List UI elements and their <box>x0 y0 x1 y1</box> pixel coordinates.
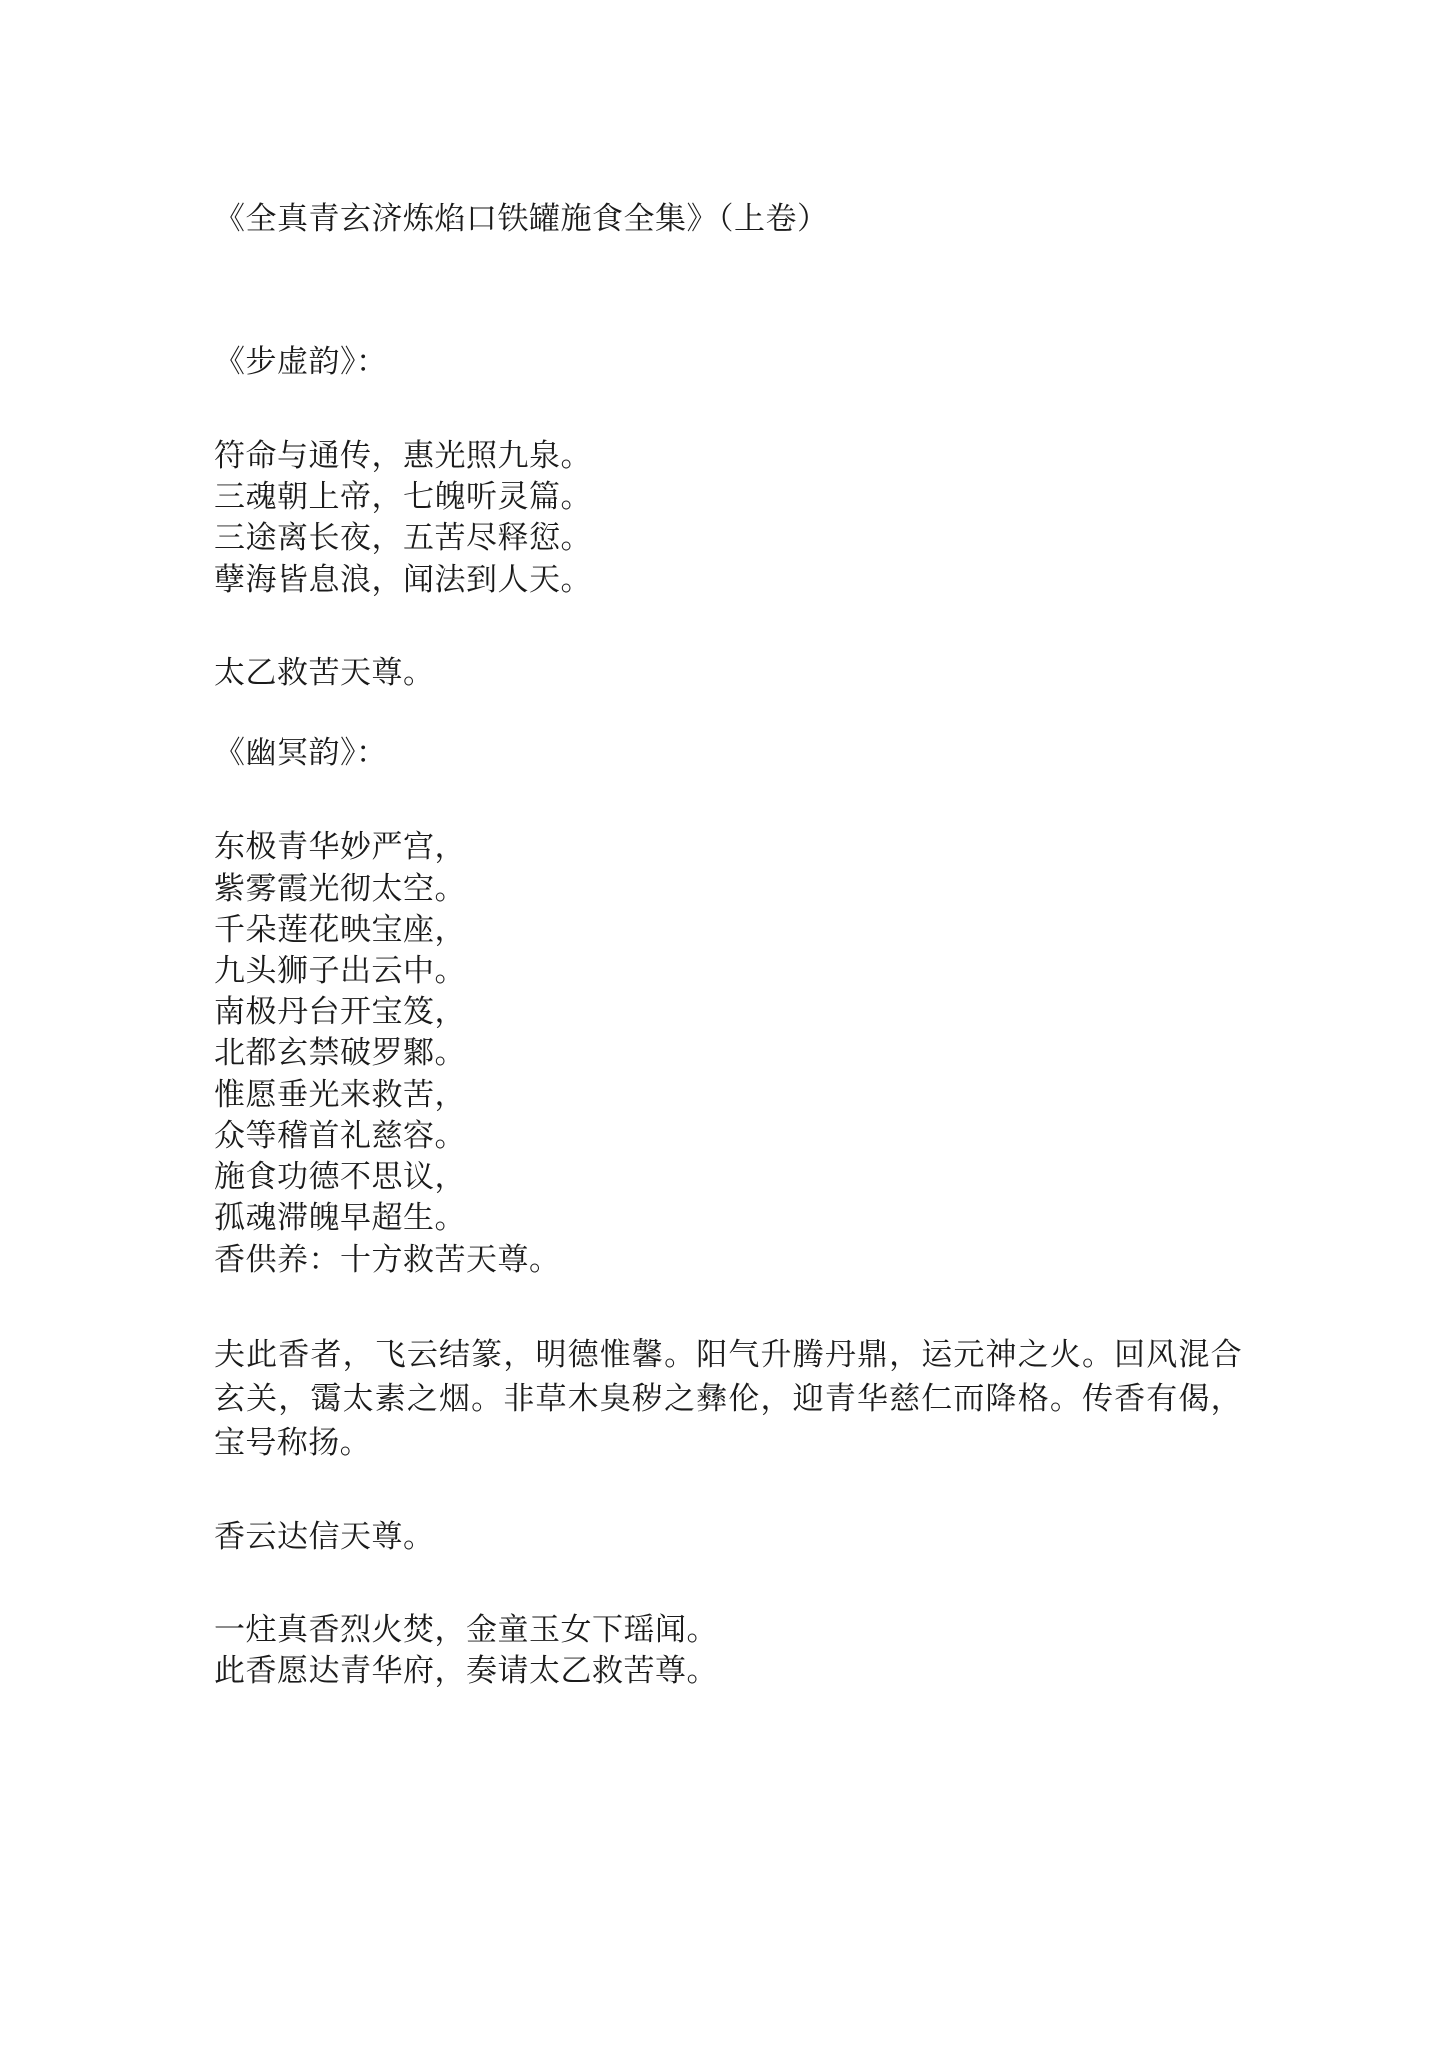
couplet-incense <box>214 1610 1267 1692</box>
verse-line: 惟愿垂光来救苦， <box>214 1076 466 1113</box>
verse-line: 千朵莲花映宝座， <box>214 911 466 948</box>
spacer <box>214 1558 1267 1610</box>
verse-line: 施食功德不思议， <box>214 1159 466 1196</box>
verse-line: 孽海皆息浪，闻法到人天。 <box>214 561 592 598</box>
page-title: 《全真青玄济炼焰口铁罐施食全集》（上卷） <box>214 201 829 237</box>
closing-bu-xu-yun <box>214 653 1267 694</box>
section-heading-you-ming-yun: 《幽冥韵》： <box>214 734 388 771</box>
section-heading-bu-xu-yun: 《步虚韵》： <box>214 343 388 380</box>
verse-line: 紫雾霞光彻太空。 <box>214 870 466 907</box>
spacer <box>214 384 1267 436</box>
verse-line: 三魂朝上帝，七魄听灵篇。 <box>214 479 592 516</box>
verse-line: 孤魂滞魄早超生。 <box>214 1200 466 1237</box>
verse-line: 南极丹台开宝笈， <box>214 994 466 1031</box>
spacer <box>214 775 1267 827</box>
refrain-line: 香云达信天尊。 <box>214 1518 435 1555</box>
prose-paragraph-incense: 夫此香者，飞云结篆，明德惟馨。阳气升腾丹鼎，运元神之火。回风混合玄关，霭太素之烟。非草木臭秽之彝伦，迎青华慈仁而降格。传香有偈，宝号称扬。 <box>214 1336 1242 1461</box>
verse-line: 东极青华妙严宫， <box>214 829 466 866</box>
verse-line: 三途离长夜，五苦尽释愆。 <box>214 520 592 557</box>
verse-line: 符命与通传，惠光照九泉。 <box>214 437 592 474</box>
spacer <box>214 601 1267 653</box>
couplet-line: 此香愿达青华府，奏请太乙救苦尊。 <box>214 1653 718 1690</box>
refrain-xiang-yun <box>214 1517 1267 1558</box>
spacer <box>214 694 1267 732</box>
spacer <box>214 243 1267 341</box>
spacer <box>214 1465 1267 1517</box>
verse-line: 众等稽首礼慈容。 <box>214 1117 466 1154</box>
closing-line: 太乙救苦天尊。 <box>214 654 435 691</box>
verse-bu-xu-yun <box>214 436 1267 601</box>
verse-line: 北都玄禁破罗鄹。 <box>214 1035 466 1072</box>
verse-line: 九头狮子出云中。 <box>214 953 466 990</box>
verse-line: 香供养：十方救苦天尊。 <box>214 1241 561 1278</box>
couplet-line: 一炷真香烈火焚，金童玉女下瑶闻。 <box>214 1612 718 1649</box>
spacer <box>214 1281 1267 1333</box>
verse-you-ming-yun <box>214 827 1267 1280</box>
